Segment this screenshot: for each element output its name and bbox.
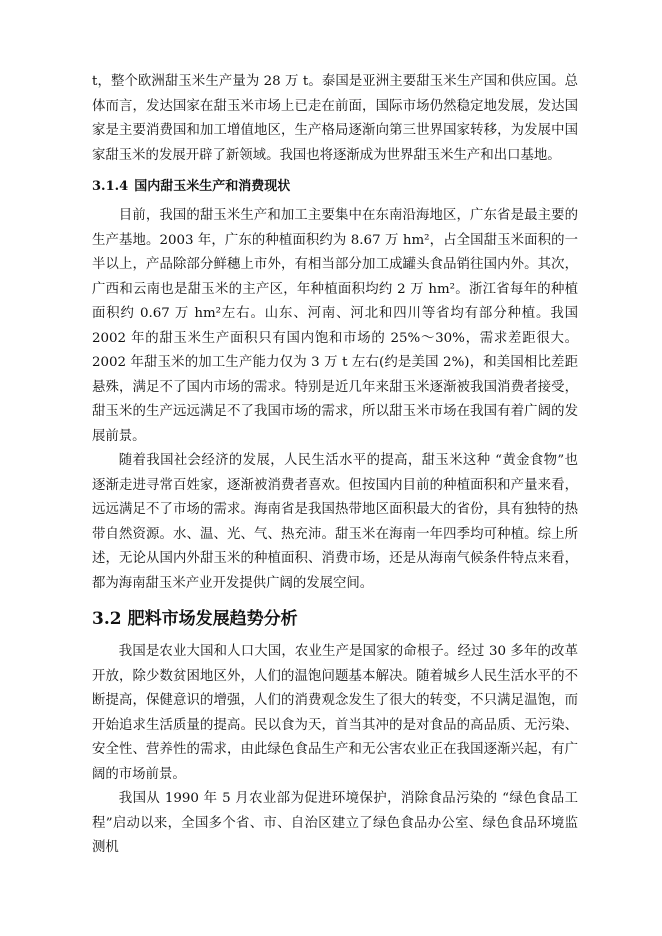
section-number: 3.1.4 xyxy=(92,179,129,194)
section-number: 3.2 xyxy=(92,609,122,629)
document-page xyxy=(92,70,578,861)
section-title: 国内甜玉米生产和消费现状 xyxy=(134,179,291,194)
paragraph-domestic-production: 目前，我国的甜玉米生产和加工主要集中在东南沿海地区，广东省是最主要的生产基地。2003 年，广东的种植面积约为 8.67 万 hm²，占全国甜玉米面积的一半以上，产品除部分鲜穗上市外，有相当部分加工成罐头食品销往国内外。其次，广西和云南也是甜玉米的主产区，年种植面积均约 2 万 hm²。浙江省每年的种植面积约 0.67 万 hm²左右。山东、河南、河北和四川等省均有部分种植。我国 2002 年的甜玉米生产面积只有国内饱和市场的 25%～30%，需求差距很大。2002 年甜玉米的加工生产能力仅为 3 万 t 左右(约是美国 2%)，和美国相比差距悬殊，满足不了国内市场的需求。特别是近几年来甜玉米逐渐被我国消费者接受，甜玉米的生产远远满足不了我国市场的需求，所以甜玉米市场在我国有着广阔的发展前景。 xyxy=(92,208,578,444)
paragraph-agriculture-country: 我国是农业大国和人口大国，农业生产是国家的命根子。经过 30 多年的改革开放，除少数贫困地区外，人们的温饱问题基本解决。随着城乡人民生活水平的不断提高，保健意识的增强，人们的消费观念发生了很大的转变，不只满足温饱，而开始追求生活质量的提高。民以食为天，首当其冲的是对食品的高品质、无污染、安全性、营养性的需求，由此绿色食品生产和无公害农业正在我国逐渐兴起，有广阔的市场前景。 xyxy=(92,644,578,782)
paragraph-green-food-project: 我国从 1990 年 5 月农业部为促进环境保护，消除食品污染的 “绿色食品工程”启动以来，全国多个省、市、自治区建立了绿色食品办公室、绿色食品环境监测机 xyxy=(92,791,578,855)
intro-paragraph: t，整个欧洲甜玉米生产量为 28 万 t。泰国是亚洲主要甜玉米生产国和供应国。总体而言，发达国家在甜玉米市场上已走在前面，国际市场仍然稳定地发展，发达国家是主要消费国和加工增值地区，生产格局逐渐向第三世界国家转移，为发展中国家甜玉米的发展开辟了新领域。我国也将逐渐成为世界甜玉米生产和出口基地。 xyxy=(92,74,578,163)
section-title: 肥料市场发展趋势分析 xyxy=(127,609,298,629)
section-heading-3-2 xyxy=(92,606,578,632)
section-heading-3-1-4 xyxy=(92,176,578,198)
paragraph-hainan-prospects: 随着我国社会经济的发展，人民生活水平的提高，甜玉米这种 “黄金食物”也逐渐走进寻常百姓家，逐渐被消费者喜欢。但按国内目前的种植面积和产量来看，远远满足不了市场的需求。海南省是我国热带地区面积最大的省份，具有独特的热带自然资源。水、温、光、气、热充沛。甜玉米在海南一年四季均可种植。综上所述，无论从国内外甜玉米的种植面积、消费市场，还是从海南气候条件特点来看，都为海南甜玉米产业开发提供广阔的发展空间。 xyxy=(92,453,578,591)
